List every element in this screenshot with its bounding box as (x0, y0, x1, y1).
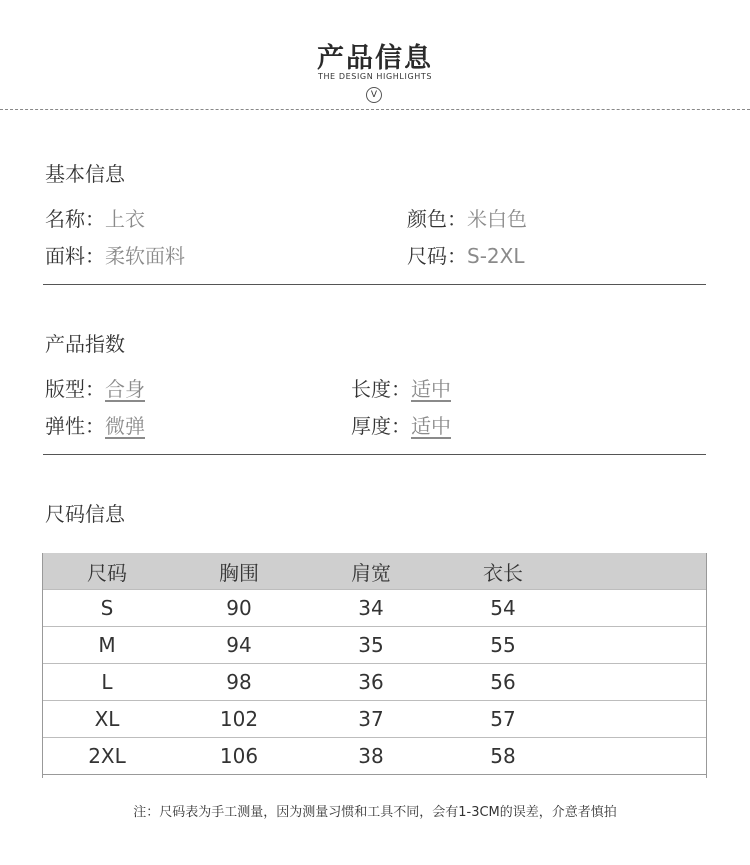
index-label: 长度： (351, 377, 411, 401)
table-cell: 98 (172, 664, 306, 701)
info-row-name (45, 203, 145, 232)
table-cell: 35 (306, 627, 436, 664)
table-row (42, 664, 707, 701)
table-cell-empty (570, 701, 707, 738)
info-row-color (407, 203, 527, 232)
header-divider (0, 109, 750, 110)
index-row-thickness (351, 410, 451, 439)
table-row (42, 627, 707, 664)
index-value: 合身 (105, 377, 145, 401)
info-value: 柔软面料 (105, 244, 185, 268)
table-cell: 56 (436, 664, 570, 701)
chevron-badge-icon: V (366, 87, 382, 103)
table-row (42, 701, 707, 738)
table-cell: 58 (436, 738, 570, 775)
table-cell: S (42, 590, 172, 627)
table-cell: 34 (306, 590, 436, 627)
table-cell: XL (42, 701, 172, 738)
info-value: 上衣 (105, 207, 145, 231)
size-info-title: 尺码信息 (45, 502, 125, 526)
info-row-fabric (45, 240, 185, 269)
index-label: 弹性： (45, 414, 105, 438)
table-cell: 94 (172, 627, 306, 664)
table-cell: 38 (306, 738, 436, 775)
page-subtitle: THE DESIGN HIGHLIGHTS (317, 72, 433, 81)
info-label: 颜色： (407, 207, 467, 231)
index-value: 适中 (411, 414, 451, 438)
section-divider (43, 284, 706, 285)
column-header: 胸围 (172, 553, 306, 590)
table-cell-empty (570, 627, 707, 664)
table-cell: 37 (306, 701, 436, 738)
basic-info-title: 基本信息 (45, 162, 125, 186)
column-header: 肩宽 (306, 553, 436, 590)
table-row (42, 738, 707, 775)
table-cell: 106 (172, 738, 306, 775)
table-cell: 36 (306, 664, 436, 701)
table-row (42, 590, 707, 627)
info-label: 尺码： (407, 244, 467, 268)
column-header: 尺码 (42, 553, 172, 590)
table-cell: 54 (436, 590, 570, 627)
index-value: 微弹 (105, 414, 145, 438)
page-title: 产品信息 (317, 43, 433, 74)
index-label: 版型： (45, 377, 105, 401)
table-cell-empty (570, 664, 707, 701)
info-value: S-2XL (467, 244, 525, 268)
table-cell: 57 (436, 701, 570, 738)
table-cell-empty (570, 738, 707, 775)
table-cell: 55 (436, 627, 570, 664)
index-value: 适中 (411, 377, 451, 401)
table-cell: L (42, 664, 172, 701)
index-row-fit (45, 373, 145, 402)
column-header: 衣长 (436, 553, 570, 590)
info-row-size (407, 240, 524, 269)
product-index-title: 产品指数 (45, 332, 125, 356)
info-label: 名称： (45, 207, 105, 231)
section-divider (43, 454, 706, 455)
info-label: 面料： (45, 244, 105, 268)
table-cell-empty (570, 590, 707, 627)
table-cell: 2XL (42, 738, 172, 775)
index-row-length (351, 373, 451, 402)
footnote: 注：尺码表为手工测量，因为测量习惯和工具不同，会有1-3CM的误差，介意者慎拍 (133, 805, 617, 820)
table-cell: M (42, 627, 172, 664)
info-value: 米白色 (467, 207, 527, 231)
index-row-elasticity (45, 410, 145, 439)
table-cell: 102 (172, 701, 306, 738)
table-header-row (42, 553, 707, 590)
index-label: 厚度： (351, 414, 411, 438)
column-header-empty (570, 553, 707, 590)
size-table (42, 553, 707, 775)
table-cell: 90 (172, 590, 306, 627)
